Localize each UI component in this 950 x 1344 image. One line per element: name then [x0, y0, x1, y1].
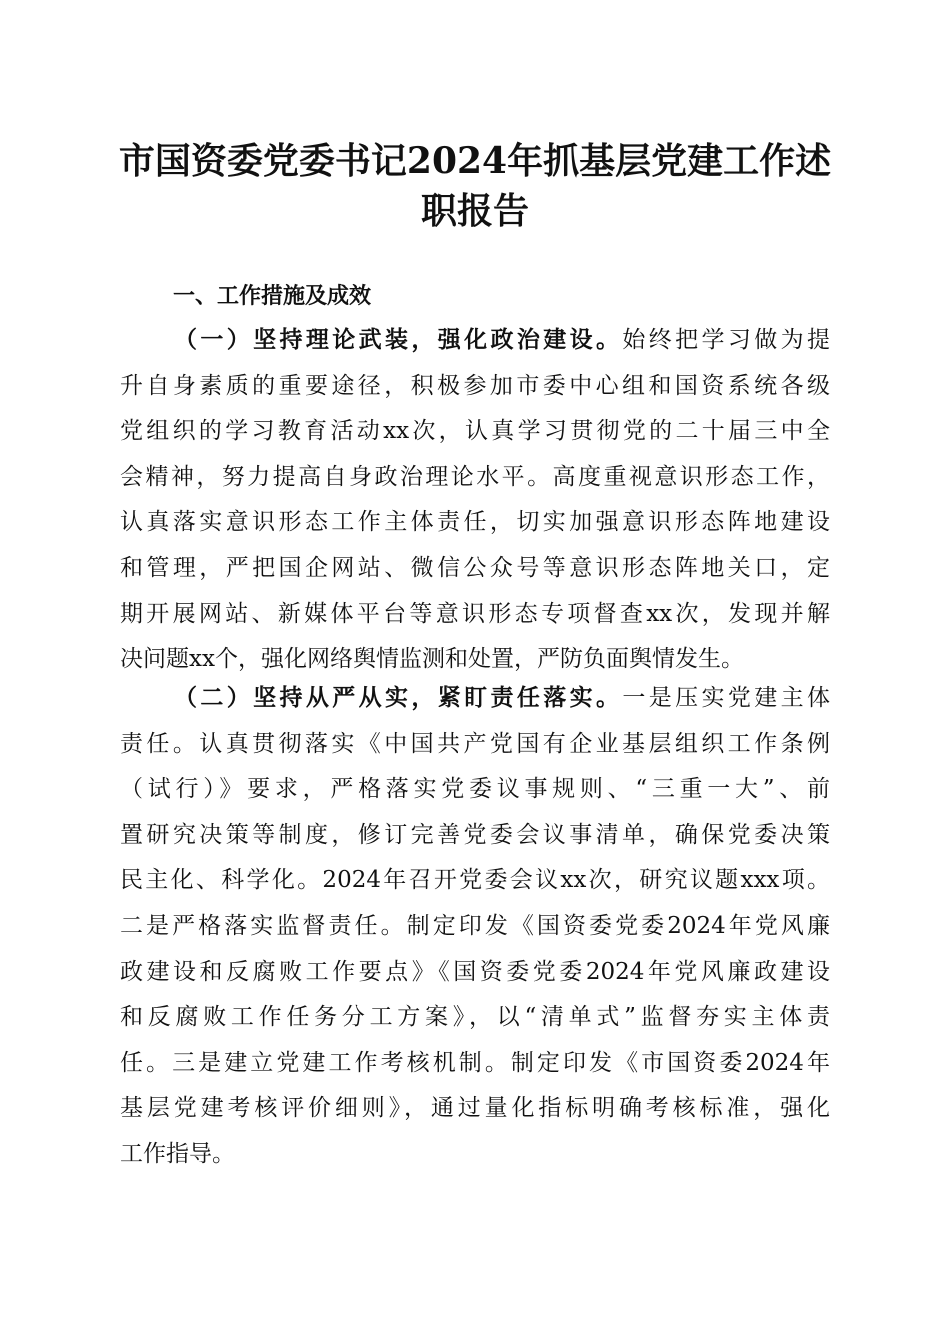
paragraph-line: 和管理，严把国企网站、微信公众号等意识形态阵地关口，定: [120, 554, 830, 581]
paragraph-1: [120, 318, 830, 683]
paragraph-line: 和反腐败工作任务分工方案》，以“清单式”监督夯实主体责: [120, 1004, 830, 1031]
paragraph-line: 置研究决策等制度，修订完善党委会议事清单，确保党委决策: [120, 821, 830, 848]
paragraph-line: （试行）》要求，严格落实党委议事规则、“三重一大”、前: [120, 776, 830, 803]
paragraph-text: 一是压实党建主体: [622, 685, 830, 711]
paragraph-line: 政建设和反腐败工作要点》《国资委党委2024年党风廉政建设: [120, 958, 830, 985]
document-title: [118, 136, 832, 236]
paragraph-line: 党组织的学习教育活动xx次，认真学习贯彻党的二十届三中全: [120, 418, 830, 445]
section-heading: 一、工作措施及成效: [173, 284, 372, 309]
paragraph-line: 二是严格落实监督责任。制定印发《国资委党委2024年党风廉: [120, 912, 830, 939]
paragraph-line: [120, 676, 830, 722]
paragraph-line: 期开展网站、新媒体平台等意识形态专项督查xx次，发现并解: [120, 600, 830, 627]
paragraph-line: 工作指导。: [120, 1140, 235, 1167]
title-line-2: 职报告: [420, 190, 529, 232]
paragraph-line: 认真落实意识形态工作主体责任，切实加强意识形态阵地建设: [120, 509, 830, 536]
paragraph-line: 决问题xx个，强化网络舆情监测和处置，严防负面舆情发生。: [120, 646, 744, 673]
paragraph-lead: （一）坚持理论武装，强化政治建设。: [174, 327, 623, 353]
paragraph-line: 任。三是建立党建工作考核机制。制定印发《市国资委2024年: [120, 1049, 830, 1076]
paragraph-line: 责任。认真贯彻落实《中国共产党国有企业基层组织工作条例: [120, 730, 830, 757]
paragraph-line: 升自身素质的重要途径，积极参加市委中心组和国资系统各级: [120, 372, 830, 399]
paragraph-text: 始终把学习做为提: [622, 327, 830, 353]
paragraph-line: 会精神，努力提高自身政治理论水平。高度重视意识形态工作，: [120, 463, 830, 490]
paragraph-line: 民主化、科学化。2024年召开党委会议xx次，研究议题xxx项。: [120, 867, 830, 894]
paragraph-lead: （二）坚持从严从实，紧盯责任落实。: [174, 685, 623, 711]
paragraph-2: [120, 676, 830, 1178]
paragraph-line: [120, 318, 830, 364]
paragraph-line: 基层党建考核评价细则》，通过量化指标明确考核标准，强化: [120, 1095, 830, 1122]
title-line-1: 市国资委党委书记2024年抓基层党建工作述: [118, 140, 832, 182]
